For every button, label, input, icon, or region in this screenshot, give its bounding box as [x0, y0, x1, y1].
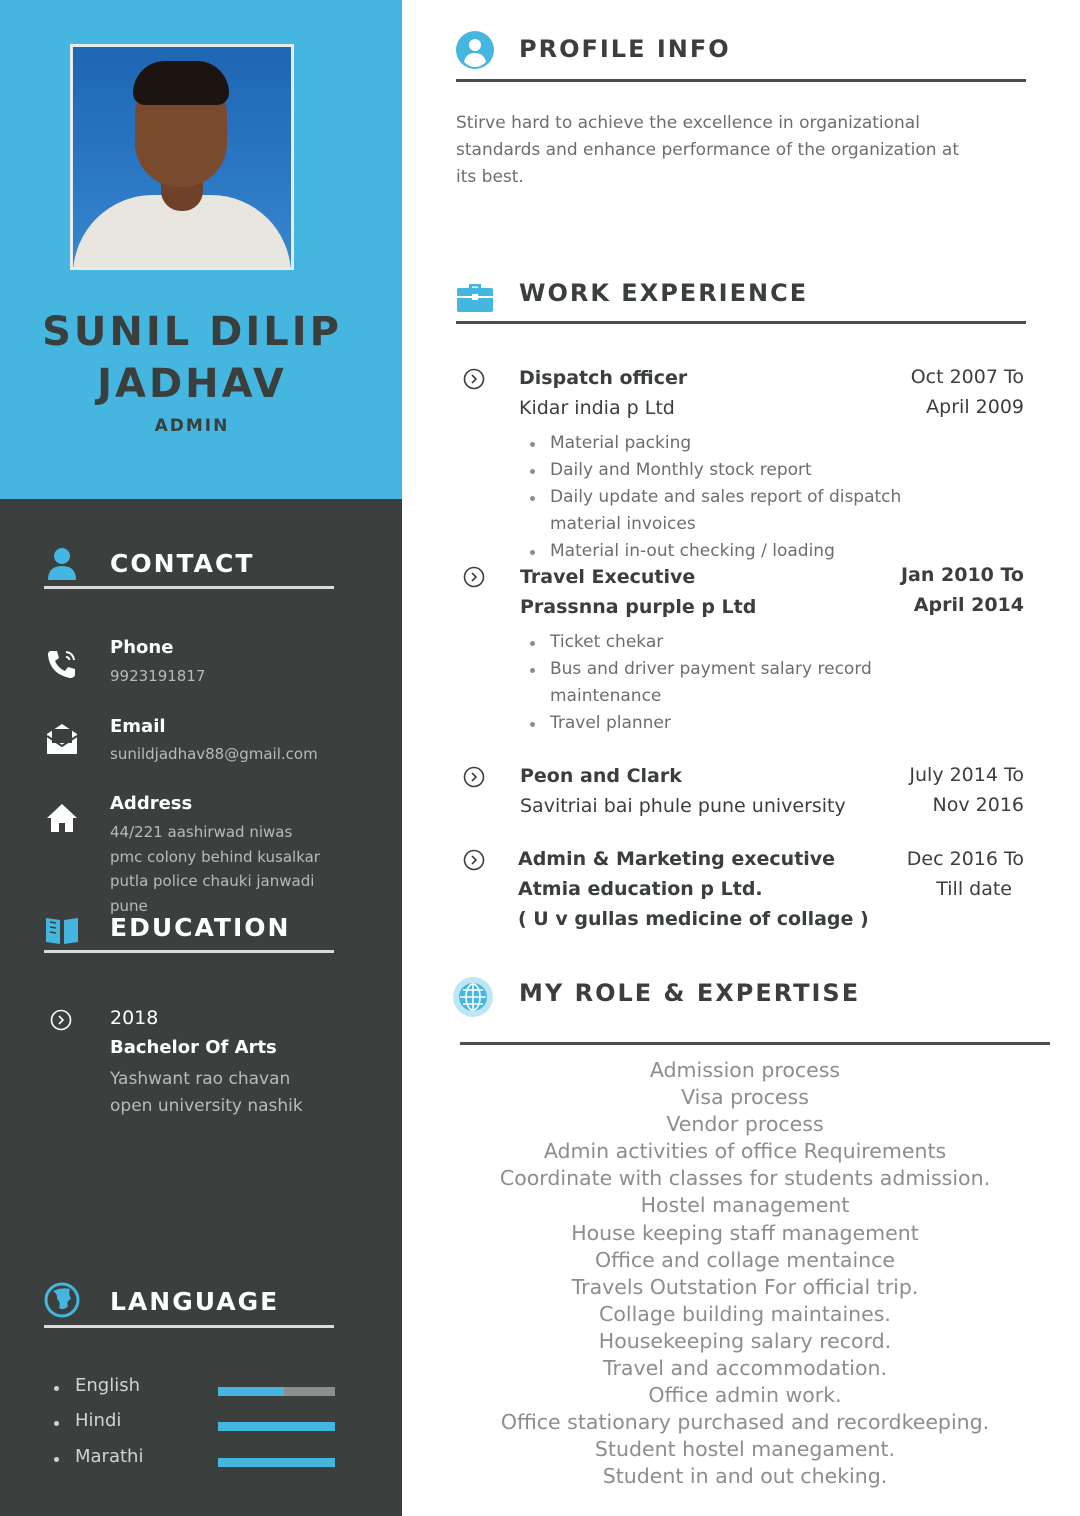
work-divider — [456, 321, 1026, 324]
name-line-1: SUNIL DILIP — [42, 309, 342, 355]
job-date-line: July 2014 To — [909, 764, 1024, 786]
education-school — [110, 1066, 350, 1120]
address-line: pmc colony behind kusalkar — [110, 847, 320, 866]
book-icon — [44, 912, 80, 948]
school-line: Yashwant rao chavan — [110, 1069, 291, 1089]
duty-item: Ticket chekar — [530, 629, 960, 656]
chevron-circle-icon — [50, 1009, 72, 1031]
language-level-fill — [218, 1422, 335, 1431]
duty-item: Daily and Monthly stock report — [530, 457, 960, 484]
job-title: Travel Executive — [520, 566, 696, 588]
bullet-icon — [54, 1421, 59, 1426]
home-icon — [44, 800, 80, 836]
language-item — [54, 1409, 344, 1439]
job-company: Savitriai bai phule pune university — [520, 795, 846, 817]
language-name: Marathi — [75, 1446, 144, 1467]
profile-photo — [70, 44, 294, 270]
chevron-circle-icon — [463, 849, 485, 871]
language-level-bar — [218, 1458, 335, 1467]
contact-divider — [44, 586, 334, 589]
duty-item: Daily update and sales report of dispatch material invoices — [530, 484, 960, 538]
bullet-icon — [54, 1457, 59, 1462]
education-divider — [44, 950, 334, 953]
expertise-item: House keeping staff management — [571, 1220, 919, 1245]
language-title: LANGUAGE — [110, 1287, 280, 1316]
education-year: 2018 — [110, 1007, 159, 1029]
profile-divider — [456, 79, 1026, 82]
expertise-item: Office stationary purchased and recordkeeping. — [500, 1410, 990, 1435]
chevron-circle-icon — [463, 766, 485, 788]
globe-network-icon — [452, 976, 494, 1018]
job-title: Admin & Marketing executive — [518, 848, 836, 870]
language-name: English — [75, 1375, 140, 1396]
expertise-divider — [460, 1042, 1050, 1045]
address-line: pune — [110, 896, 148, 915]
profile-line: its best. — [456, 167, 524, 187]
email-label: Email — [110, 716, 166, 737]
language-item — [54, 1445, 344, 1475]
expertise-item: Admission process — [649, 1058, 841, 1082]
language-level-bar — [218, 1387, 335, 1396]
chevron-circle-icon — [463, 368, 485, 390]
language-level-bar — [218, 1422, 335, 1431]
chevron-circle-icon — [463, 566, 485, 588]
user-icon — [44, 546, 80, 582]
school-line: open university nashik — [110, 1096, 303, 1116]
phone-icon — [44, 646, 80, 682]
language-item — [54, 1374, 344, 1404]
education-title: EDUCATION — [110, 913, 291, 942]
expertise-item: Student hostel manegament. — [594, 1437, 896, 1462]
expertise-item: Vendor process — [666, 1112, 824, 1137]
duty-item: Material in-out checking / loading — [530, 538, 960, 565]
job-date-line: April 2014 — [913, 594, 1024, 616]
sidebar — [0, 0, 402, 1516]
briefcase-icon — [455, 276, 495, 316]
profile-line: Stirve hard to achieve the excellence in organizational — [456, 113, 920, 133]
job-date-line: Nov 2016 — [932, 794, 1024, 816]
phone-label: Phone — [110, 637, 174, 658]
language-divider — [44, 1325, 334, 1328]
expertise-item: Visa process — [681, 1085, 809, 1110]
portrait-hair — [133, 61, 229, 105]
language-level-fill — [218, 1458, 335, 1467]
profile-title: PROFILE INFO — [519, 35, 731, 63]
job-date-line: Dec 2016 To — [906, 848, 1024, 870]
portrait — [73, 47, 291, 267]
globe-icon — [44, 1282, 80, 1318]
person-name — [0, 306, 384, 410]
duty-item: Material packing — [530, 430, 960, 457]
expertise-item: Collage building maintaines. — [599, 1301, 891, 1326]
job-company-note: ( U v gullas medicine of collage ) — [518, 908, 869, 930]
expertise-item: Coordinate with classes for students admission. — [499, 1166, 991, 1191]
job-dates — [909, 760, 1024, 820]
expertise-title: MY ROLE & EXPERTISE — [519, 979, 861, 1007]
job-title: Peon and Clark — [520, 765, 682, 787]
job-date-line: Till date — [936, 878, 1012, 900]
person-role: ADMIN — [154, 416, 230, 436]
email-value[interactable]: sunildjadhav88@gmail.com — [110, 745, 318, 763]
job-dates — [901, 560, 1024, 620]
expertise-item: Office admin work. — [648, 1383, 842, 1408]
job-dates — [907, 844, 1024, 904]
job-company: Prassnna purple p Ltd — [520, 596, 757, 618]
job-duties — [530, 430, 960, 565]
expertise-item: Housekeeping salary record. — [598, 1328, 892, 1353]
job-dates — [911, 362, 1024, 422]
header-panel — [0, 0, 402, 499]
job-duties — [530, 629, 960, 737]
duty-item: Travel planner — [530, 710, 960, 737]
expertise-item: Student in and out cheking. — [602, 1464, 888, 1489]
bullet-icon — [54, 1386, 59, 1391]
job-date-line: Jan 2010 To — [900, 564, 1024, 586]
language-level-fill — [218, 1387, 284, 1396]
expertise-item: Office and collage mentaince — [594, 1247, 896, 1272]
job-title: Dispatch officer — [519, 367, 688, 389]
job-company: Atmia education p Ltd. — [518, 878, 763, 900]
expertise-item: Travels Outstation For official trip. — [571, 1274, 919, 1299]
job-date-line: April 2009 — [926, 396, 1024, 418]
address-line: 44/221 aashirwad niwas — [110, 823, 293, 841]
expertise-item: Travel and accommodation. — [602, 1356, 888, 1381]
expertise-item: Admin activities of office Requirements — [543, 1139, 947, 1164]
work-title: WORK EXPERIENCE — [519, 279, 809, 307]
user-circle-icon — [455, 30, 495, 70]
profile-summary — [456, 110, 1026, 191]
job-date-line: Oct 2007 To — [910, 366, 1024, 388]
address-value — [110, 820, 360, 918]
name-line-2: JADHAV — [97, 361, 287, 407]
profile-line: standards and enhance performance of the organization at — [456, 140, 960, 160]
duty-item: Bus and driver payment salary record maintenance — [530, 656, 960, 710]
address-line: putla police chauki janwadi — [110, 872, 315, 890]
envelope-icon — [44, 722, 80, 758]
expertise-list — [456, 1057, 1034, 1491]
address-label: Address — [110, 793, 193, 814]
phone-value[interactable]: 9923191817 — [110, 667, 206, 685]
education-degree: Bachelor Of Arts — [110, 1037, 277, 1058]
job-company: Kidar india p Ltd — [519, 397, 675, 419]
language-name: Hindi — [75, 1410, 122, 1431]
contact-title: CONTACT — [110, 549, 255, 578]
expertise-item: Hostel management — [640, 1193, 850, 1218]
